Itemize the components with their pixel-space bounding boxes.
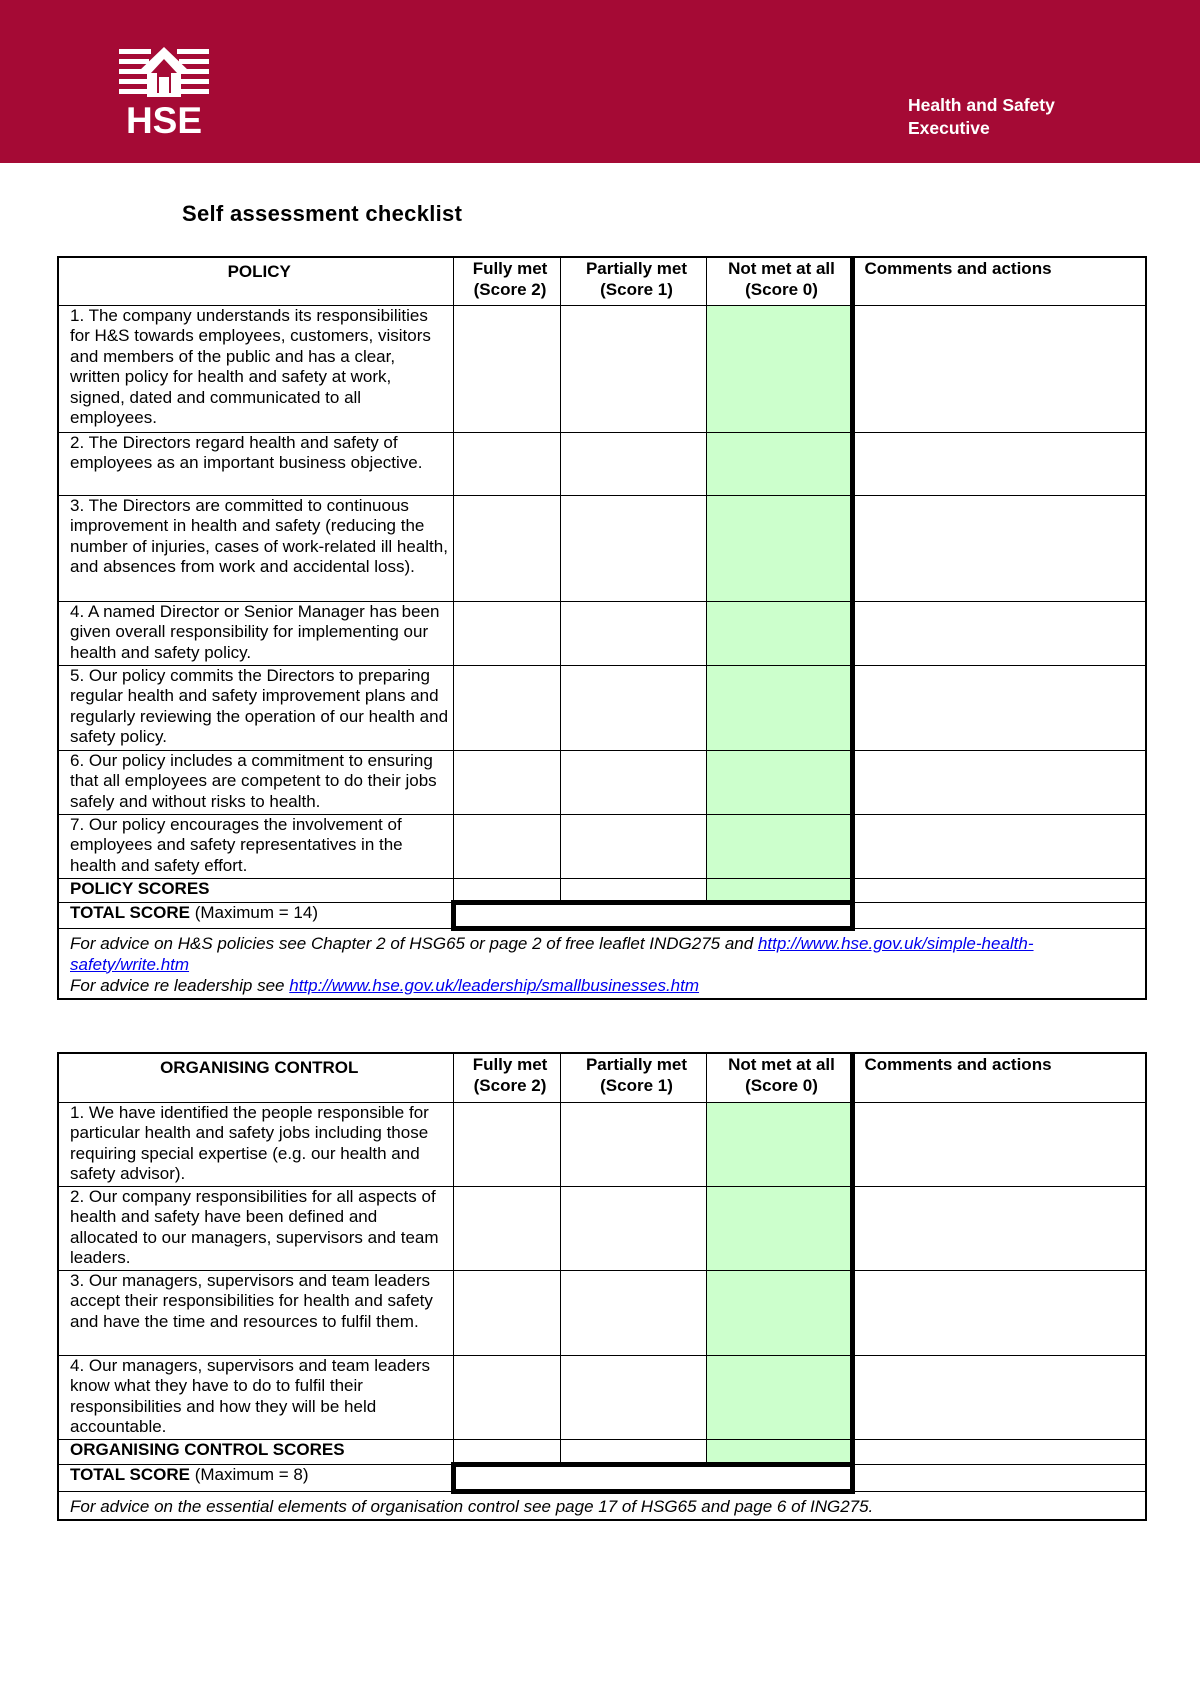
not-met-cell[interactable] bbox=[706, 1270, 852, 1355]
partially-met-score-cell[interactable] bbox=[560, 1439, 706, 1464]
total-score-label bbox=[58, 1464, 453, 1491]
table-row bbox=[58, 1186, 1146, 1270]
fully-met-cell[interactable] bbox=[453, 1355, 560, 1439]
page-title: Self assessment checklist bbox=[182, 201, 463, 226]
col-comments: Comments and actions bbox=[852, 257, 1146, 305]
advice-row bbox=[58, 1491, 1146, 1520]
col-partially-met: Partially met (Score 1) bbox=[560, 257, 706, 305]
col-not-met: Not met at all (Score 0) bbox=[706, 1053, 852, 1102]
policy-section-title: POLICY bbox=[58, 257, 453, 305]
comments-cell[interactable] bbox=[852, 750, 1146, 814]
not-met-cell[interactable] bbox=[706, 750, 852, 814]
not-met-cell[interactable] bbox=[706, 432, 852, 495]
fully-met-cell[interactable] bbox=[453, 814, 560, 878]
agency-name bbox=[908, 94, 1055, 140]
advice-note: For advice on the essential elements of organisation control see page 17 of HSG65 and page 6 of ING275. bbox=[58, 1491, 1146, 1520]
fully-met-cell[interactable] bbox=[453, 1270, 560, 1355]
partially-met-cell[interactable] bbox=[560, 432, 706, 495]
advice-note bbox=[58, 928, 1146, 999]
partially-met-cell[interactable] bbox=[560, 305, 706, 432]
col-partially-met: Partially met (Score 1) bbox=[560, 1053, 706, 1102]
fully-met-cell[interactable] bbox=[453, 495, 560, 601]
not-met-cell[interactable] bbox=[706, 305, 852, 432]
partially-met-cell[interactable] bbox=[560, 1102, 706, 1186]
comments-cell[interactable] bbox=[852, 495, 1146, 601]
total-score-max: (Maximum = 14) bbox=[194, 902, 318, 922]
comments-cell[interactable] bbox=[852, 665, 1146, 750]
advice-text-1: For advice on H&S policies see Chapter 2 of HSG65 or page 2 of free leaflet INDG275 and bbox=[70, 933, 758, 953]
criterion-text: 5. Our policy commits the Directors to preparing regular health and safety improvement plans and regularly reviewing the operation of our health and safety policy. bbox=[58, 665, 453, 750]
agency-line-1: Health and Safety bbox=[908, 95, 1055, 115]
table-row bbox=[58, 305, 1146, 432]
organising-section-title: ORGANISING CONTROL bbox=[58, 1053, 453, 1102]
comments-cell[interactable] bbox=[852, 1355, 1146, 1439]
not-met-cell[interactable] bbox=[706, 1355, 852, 1439]
fully-met-cell[interactable] bbox=[453, 665, 560, 750]
partially-met-cell[interactable] bbox=[560, 814, 706, 878]
comments-cell[interactable] bbox=[852, 1464, 1146, 1491]
scores-row bbox=[58, 878, 1146, 902]
comments-cell[interactable] bbox=[852, 305, 1146, 432]
total-score-label bbox=[58, 902, 453, 928]
partially-met-cell[interactable] bbox=[560, 665, 706, 750]
scores-label: POLICY SCORES bbox=[58, 878, 453, 902]
partially-met-cell[interactable] bbox=[560, 1270, 706, 1355]
agency-line-2: Executive bbox=[908, 118, 990, 138]
hse-logo-text: HSE bbox=[125, 100, 203, 141]
not-met-score-cell[interactable] bbox=[706, 878, 852, 902]
scores-row bbox=[58, 1439, 1146, 1464]
partially-met-cell[interactable] bbox=[560, 750, 706, 814]
partially-met-cell[interactable] bbox=[560, 1186, 706, 1270]
col-fully-met: Fully met (Score 2) bbox=[453, 1053, 560, 1102]
fully-met-score-cell[interactable] bbox=[453, 1439, 560, 1464]
comments-cell[interactable] bbox=[852, 878, 1146, 902]
hse-banner bbox=[0, 0, 1200, 163]
criterion-text: 4. Our managers, supervisors and team leaders know what they have to do to fulfil their responsibilities and how they will be held accountable. bbox=[58, 1355, 453, 1439]
comments-cell[interactable] bbox=[852, 1439, 1146, 1464]
hse-house-icon bbox=[119, 47, 209, 103]
criterion-text: 3. Our managers, supervisors and team leaders accept their responsibilities for health and safety and have the time and resources to fulfil them. bbox=[58, 1270, 453, 1355]
fully-met-cell[interactable] bbox=[453, 750, 560, 814]
table-row bbox=[58, 601, 1146, 665]
comments-cell[interactable] bbox=[852, 1270, 1146, 1355]
fully-met-cell[interactable] bbox=[453, 1102, 560, 1186]
total-row bbox=[58, 1464, 1146, 1491]
scores-label: ORGANISING CONTROL SCORES bbox=[58, 1439, 453, 1464]
policy-table bbox=[57, 256, 1147, 1000]
not-met-cell[interactable] bbox=[706, 495, 852, 601]
not-met-cell[interactable] bbox=[706, 601, 852, 665]
criterion-text: 7. Our policy encourages the involvement of employees and safety representatives in the health and safety effort. bbox=[58, 814, 453, 878]
total-score-max: (Maximum = 8) bbox=[194, 1464, 309, 1484]
comments-cell[interactable] bbox=[852, 1186, 1146, 1270]
fully-met-cell[interactable] bbox=[453, 432, 560, 495]
not-met-score-cell[interactable] bbox=[706, 1439, 852, 1464]
partially-met-cell[interactable] bbox=[560, 601, 706, 665]
table-row bbox=[58, 432, 1146, 495]
table-row bbox=[58, 750, 1146, 814]
table-row bbox=[58, 495, 1146, 601]
total-score-title: TOTAL SCORE bbox=[70, 1464, 190, 1484]
fully-met-score-cell[interactable] bbox=[453, 878, 560, 902]
comments-cell[interactable] bbox=[852, 601, 1146, 665]
partially-met-score-cell[interactable] bbox=[560, 878, 706, 902]
comments-cell[interactable] bbox=[852, 814, 1146, 878]
partially-met-cell[interactable] bbox=[560, 495, 706, 601]
criterion-text: 4. A named Director or Senior Manager has been given overall responsibility for implementing our health and safety policy. bbox=[58, 601, 453, 665]
col-not-met: Not met at all (Score 0) bbox=[706, 257, 852, 305]
organising-table bbox=[57, 1052, 1147, 1521]
comments-cell[interactable] bbox=[852, 902, 1146, 928]
total-row bbox=[58, 902, 1146, 928]
hse-logo bbox=[119, 47, 209, 139]
advice-row bbox=[58, 928, 1146, 999]
comments-cell[interactable] bbox=[852, 432, 1146, 495]
advice-link-1[interactable]: http://www.hse.gov.uk/simple-health-safety/write.htm bbox=[70, 933, 1034, 974]
table-row bbox=[58, 814, 1146, 878]
fully-met-cell[interactable] bbox=[453, 305, 560, 432]
criterion-text: 1. We have identified the people responsible for particular health and safety jobs including those requiring special expertise (e.g. our health and safety advisor). bbox=[58, 1102, 453, 1186]
table-row bbox=[58, 1102, 1146, 1186]
col-comments: Comments and actions bbox=[852, 1053, 1146, 1102]
table-row bbox=[58, 1355, 1146, 1439]
total-score-title: TOTAL SCORE bbox=[70, 902, 190, 922]
advice-link-2[interactable]: http://www.hse.gov.uk/leadership/smallbusinesses.htm bbox=[289, 975, 700, 995]
criterion-text: 1. The company understands its responsibilities for H&S towards employees, customers, visitors and members of the public and has a clear, written policy for health and safety at work, signed, dated and communicated to all employees. bbox=[58, 305, 453, 432]
comments-cell[interactable] bbox=[852, 1102, 1146, 1186]
fully-met-cell[interactable] bbox=[453, 601, 560, 665]
criterion-text: 2. Our company responsibilities for all aspects of health and safety have been defined and allocated to our managers, supervisors and team leaders. bbox=[58, 1186, 453, 1270]
not-met-cell[interactable] bbox=[706, 1102, 852, 1186]
fully-met-cell[interactable] bbox=[453, 1186, 560, 1270]
partially-met-cell[interactable] bbox=[560, 1355, 706, 1439]
not-met-cell[interactable] bbox=[706, 665, 852, 750]
not-met-cell[interactable] bbox=[706, 1186, 852, 1270]
criterion-text: 3. The Directors are committed to continuous improvement in health and safety (reducing the number of injuries, cases of work-related ill health, and absences from work and accidental loss). bbox=[58, 495, 453, 601]
criterion-text: 2. The Directors regard health and safety of employees as an important business objective. bbox=[58, 432, 453, 495]
not-met-cell[interactable] bbox=[706, 814, 852, 878]
total-score-cell[interactable] bbox=[453, 902, 852, 928]
total-score-cell[interactable] bbox=[453, 1464, 852, 1491]
col-fully-met: Fully met (Score 2) bbox=[453, 257, 560, 305]
table-row bbox=[58, 665, 1146, 750]
criterion-text: 6. Our policy includes a commitment to ensuring that all employees are competent to do their jobs safely and without risks to health. bbox=[58, 750, 453, 814]
table-row bbox=[58, 1270, 1146, 1355]
advice-text-2: For advice re leadership see bbox=[70, 975, 290, 995]
